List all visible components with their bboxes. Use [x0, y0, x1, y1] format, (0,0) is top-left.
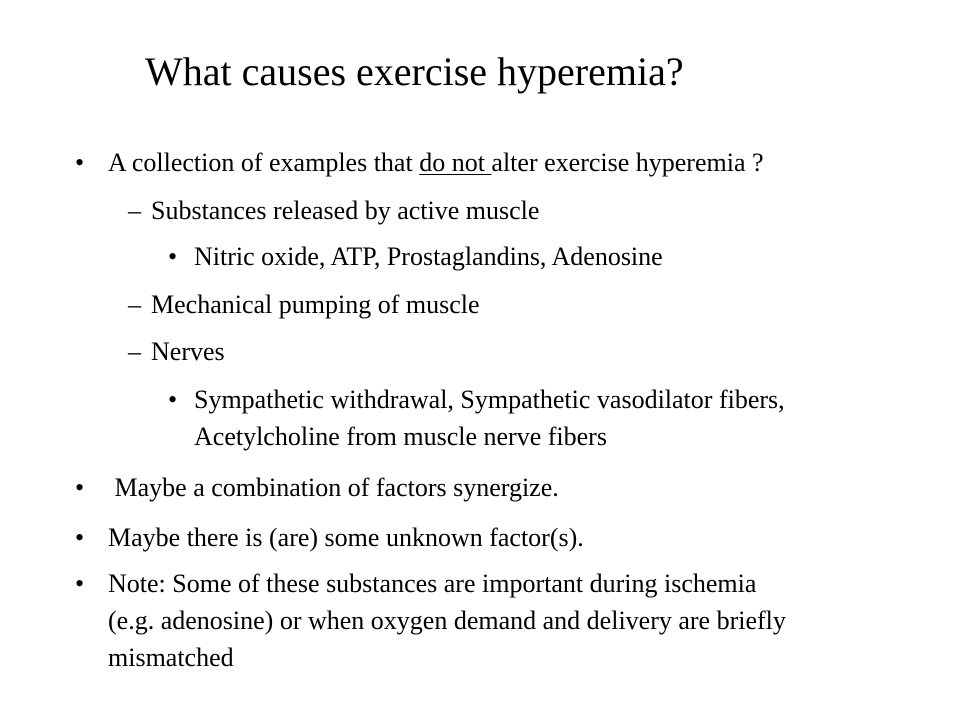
bullet-text-line-3: mismatched [108, 643, 234, 672]
bullet-text-line-1: Note: Some of these substances are important during ischemia [108, 569, 757, 598]
sub-bullet-text: Mechanical pumping of muscle [151, 290, 480, 319]
dash-marker: – [128, 337, 141, 366]
bullet-marker: • [75, 569, 85, 598]
underlined-text: do not [419, 148, 492, 177]
sub-sub-bullet-text: Nitric oxide, ATP, Prostaglandins, Adenosine [194, 242, 663, 271]
bullet-text: Maybe a combination of factors synergize. [108, 473, 559, 502]
bullet-text [108, 146, 764, 179]
dash-marker: – [128, 196, 141, 225]
bullet-text: Maybe there is (are) some unknown factor(s). [108, 523, 584, 552]
sub-bullet-text: Nerves [151, 337, 225, 366]
sub-sub-bullet-text-line-2: Acetylcholine from muscle nerve fibers [194, 422, 607, 451]
bullet-marker: • [168, 385, 178, 414]
bullet-text-before: A collection of examples that [108, 148, 420, 177]
sub-sub-bullet-text-line-1: Sympathetic withdrawal, Sympathetic vasodilator fibers, [194, 385, 785, 414]
dash-marker: – [128, 290, 141, 319]
bullet-marker: • [168, 242, 178, 271]
slide-title: What causes exercise hyperemia? [145, 49, 684, 94]
bullet-marker: • [75, 473, 85, 502]
bullet-marker: • [75, 523, 85, 552]
bullet-text-after: alter exercise hyperemia ? [491, 148, 764, 177]
bullet-text-line-2: (e.g. adenosine) or when oxygen demand and delivery are briefly [108, 606, 786, 635]
bullet-marker: • [75, 148, 85, 177]
sub-bullet-text: Substances released by active muscle [151, 196, 540, 225]
